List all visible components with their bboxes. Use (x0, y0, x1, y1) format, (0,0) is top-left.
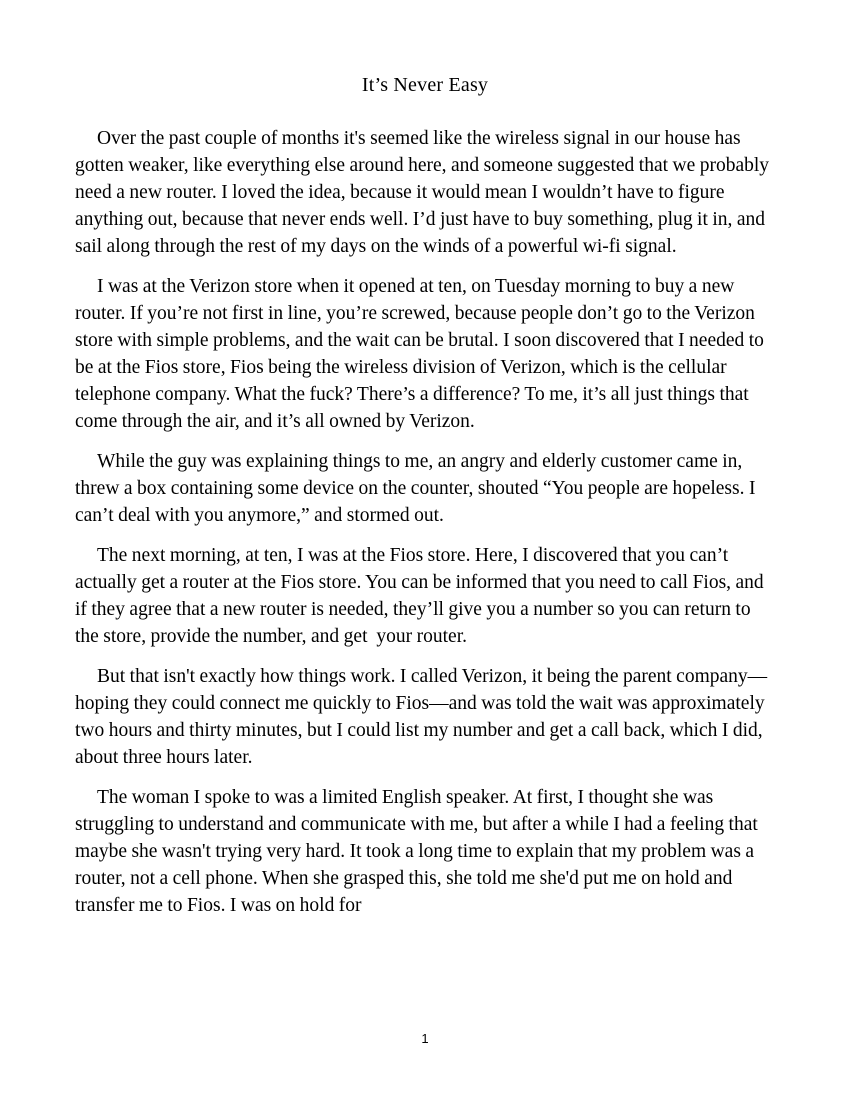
paragraph-3: While the guy was explaining things to me, an angry and elderly customer came in, threw a box containing some device on the counter, shouted “You people are hopeless. I can’t deal with you anymore,” and stormed out. (75, 451, 760, 526)
paragraph-4: The next morning, at ten, I was at the Fios store. Here, I discovered that you can’t actually get a router at the Fios store. You can be informed that you need to call Fios, and if they agree that a new router is needed, they’ll give you a number so you can return to the store, provide the number, and get your router. (75, 545, 769, 647)
paragraph-2: I was at the Verizon store when it opened at ten, on Tuesday morning to buy a new router. If you’re not first in line, you’re screwed, because people don’t go to the Verizon store with simple problems, and the wait can be brutal. I soon discovered that I needed to be at the Fios store, Fios being the wireless division of Verizon, which is the cellular telephone company. What the fuck? There’s a difference? To me, it’s all just things that come through the air, and it’s all owned by Verizon. (75, 276, 769, 432)
paragraph-5: But that isn't exactly how things work. I called Verizon, it being the parent company—hoping they could connect me quickly to Fios—and was told the wait was approximately two hours and thirty minutes, but I could list my number and get a call back, which I did, about three hours later. (75, 666, 770, 768)
document-body (75, 72, 775, 932)
paragraph-1: Over the past couple of months it's seemed like the wireless signal in our house has gotten weaker, like everything else around here, and someone suggested that we probably need a new router. I loved the idea, because it would mean I wouldn’t have to figure anything out, because that never ends well. I’d just have to buy something, plug it in, and sail along through the rest of my days on the winds of a powerful wi-fi signal. (75, 128, 774, 257)
document-title: It’s Never Easy (361, 74, 489, 96)
paragraph-6: The woman I spoke to was a limited English speaker. At first, I thought she was struggling to understand and communicate with me, but after a while I had a feeling that maybe she wasn't trying very hard. It took a long time to explain that my problem was a router, not a cell phone. When she grasped this, she told me she'd put me on hold and transfer me to Fios. I was on hold for (75, 787, 763, 916)
page-number: 1 (421, 1031, 429, 1046)
